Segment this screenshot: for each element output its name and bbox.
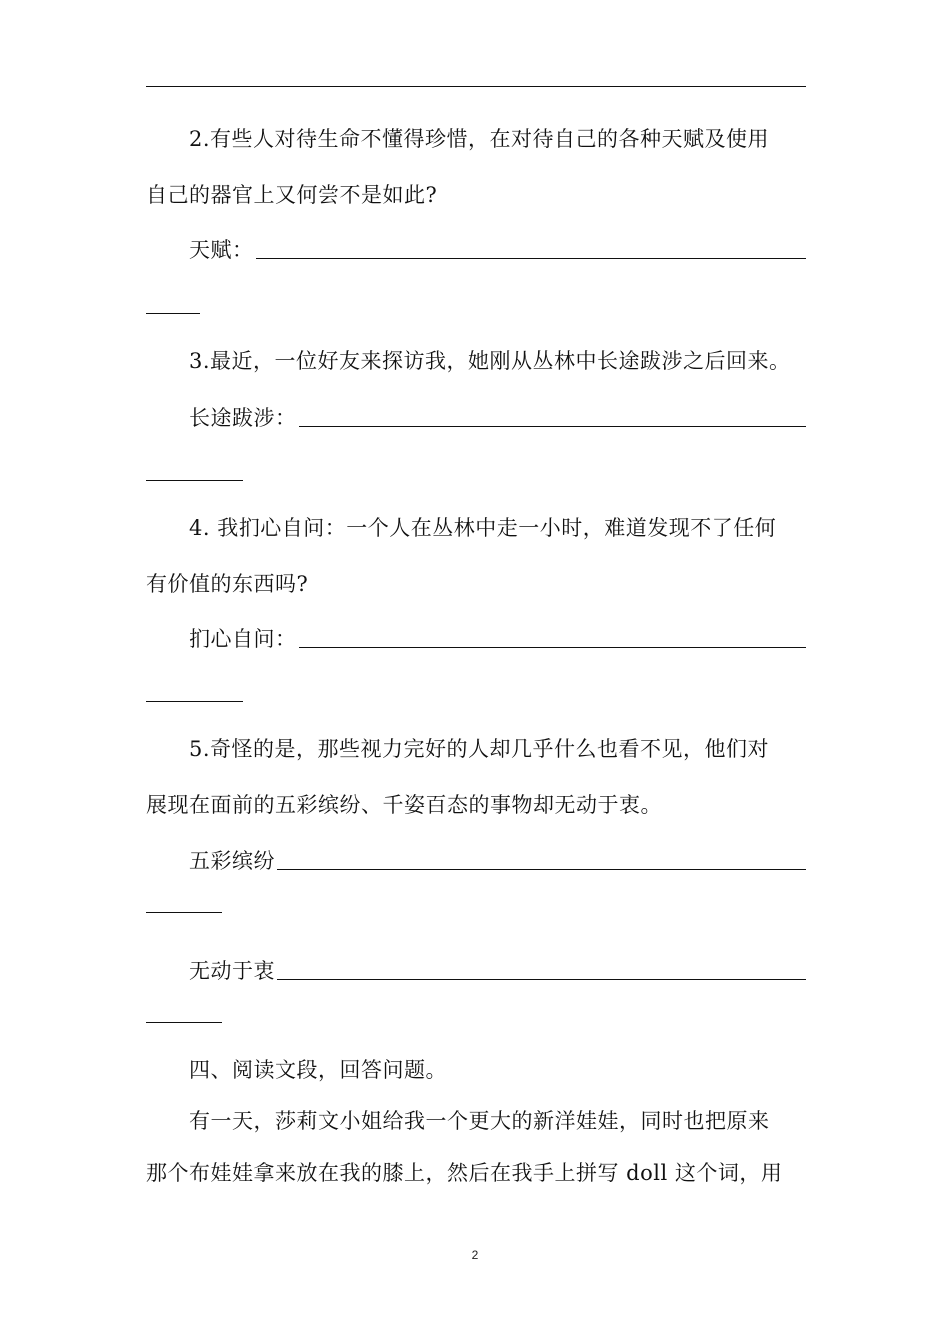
- question-3-line-1: 3.最近，一位好友来探访我，她刚从丛林中长途跋涉之后回来。: [189, 349, 791, 373]
- question-4-line-1: 4. 我扪心自问：一个人在丛林中走一小时，难道发现不了任何: [189, 516, 777, 540]
- term-label: 天赋：: [189, 238, 254, 262]
- answer-line-continuation: [146, 701, 243, 702]
- section-heading: 四、阅读文段，回答问题。: [189, 1058, 447, 1082]
- term-label: 五彩缤纷: [189, 849, 275, 873]
- question-5-answer-2: [189, 956, 806, 986]
- answer-line-continuation: [146, 912, 222, 913]
- answer-blank[interactable]: [256, 258, 807, 259]
- question-4-line-2: 有价值的东西吗?: [146, 572, 309, 596]
- question-5-line-1: 5.奇怪的是，那些视力完好的人却几乎什么也看不见，他们对: [189, 737, 770, 761]
- term-label: 扪心自问：: [189, 627, 297, 651]
- answer-blank[interactable]: [299, 426, 807, 427]
- answer-line-continuation: [146, 480, 243, 481]
- term-label: 长途跋涉：: [189, 406, 297, 430]
- question-2-answer: [189, 235, 806, 265]
- question-2-line-1: 2.有些人对待生命不懂得珍惜，在对待自己的各种天赋及使用: [189, 127, 770, 151]
- question-4-answer: [189, 624, 806, 654]
- answer-line: [146, 86, 806, 87]
- question-5-answer-1: [189, 846, 806, 876]
- term-label: 无动于衷: [189, 959, 275, 983]
- answer-line-continuation: [146, 1022, 222, 1023]
- answer-blank[interactable]: [277, 979, 806, 980]
- reading-passage-line-2: 那个布娃娃拿来放在我的膝上，然后在我手上拼写 doll 这个词，用: [146, 1161, 783, 1185]
- answer-blank[interactable]: [277, 869, 806, 870]
- question-5-line-2: 展现在面前的五彩缤纷、千姿百态的事物却无动于衷。: [146, 793, 662, 817]
- question-3-answer: [189, 403, 806, 433]
- reading-passage-line-1: 有一天，莎莉文小姐给我一个更大的新洋娃娃，同时也把原来: [189, 1109, 770, 1133]
- answer-line-continuation: [146, 313, 200, 314]
- question-2-line-2: 自己的器官上又何尝不是如此?: [146, 183, 438, 207]
- page-number: 2: [471, 1248, 479, 1262]
- answer-blank[interactable]: [299, 647, 807, 648]
